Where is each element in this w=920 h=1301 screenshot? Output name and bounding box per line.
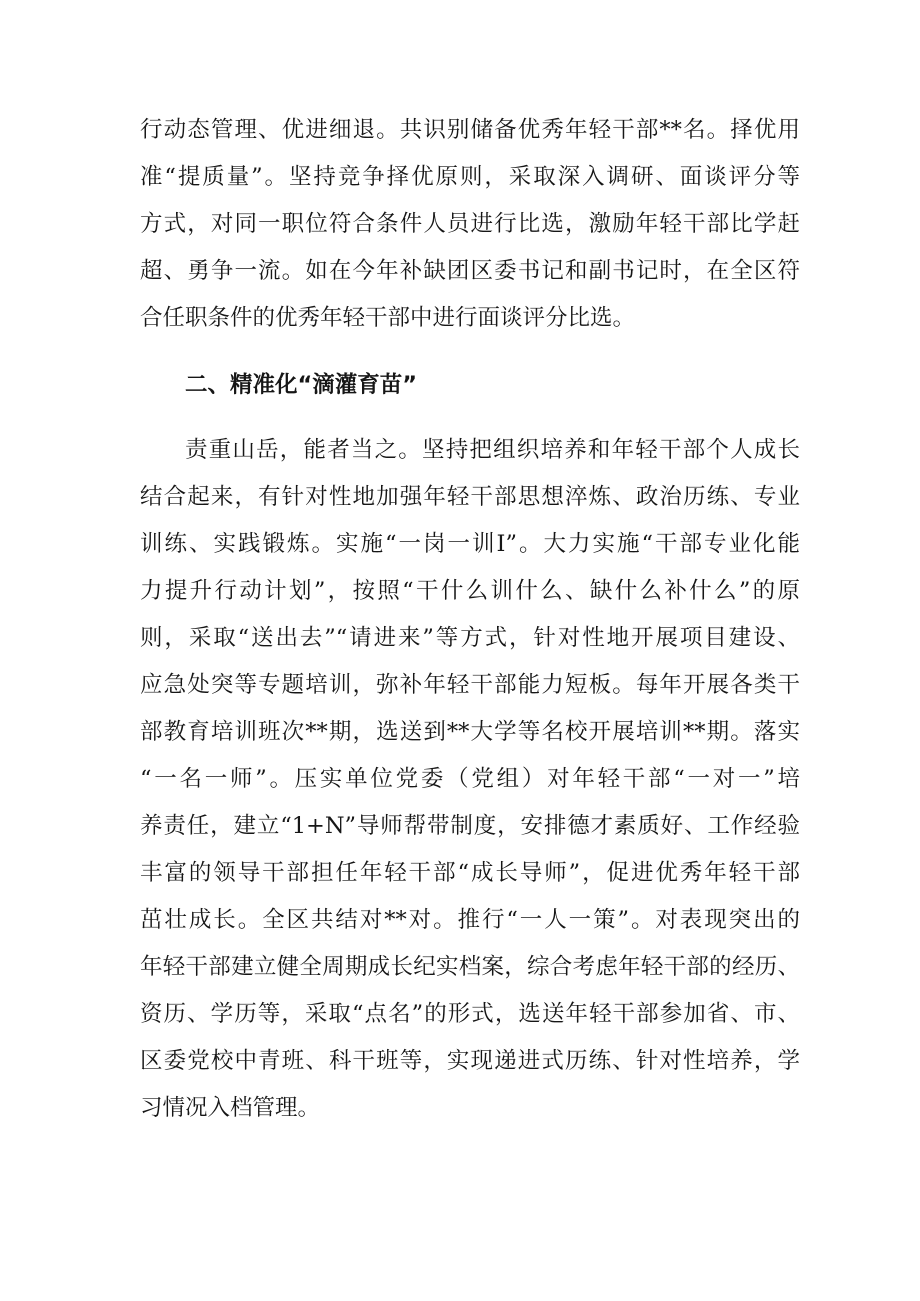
section-heading: 二、精准化“滴灌育苗”	[185, 372, 418, 398]
paragraph-1-line-5: 合任职条件的优秀年轻干部中进行面谈评分比选。	[140, 305, 636, 331]
section-2-line-15: 习情况入档管理。	[140, 1095, 321, 1121]
section-2-line-4: 力提升行动计划”，按照“干什么训什么、缺什么补什么”的原	[140, 578, 800, 604]
section-2-line-14: 区委党校中青班、科干班等，实现递进式历练、针对性培养，学	[140, 1048, 800, 1074]
section-2-line-13: 资历、学历等，采取“点名”的形式，选送年轻干部参加省、市、	[140, 1001, 800, 1027]
paragraph-1-line-2: 准“提质量”。坚持竞争择优原则，采取深入调研、面谈评分等	[140, 164, 800, 190]
section-2-line-11: 茁壮成长。全区共结对**对。推行“一人一策”。对表现突出的	[140, 907, 800, 933]
section-2-line-9: 养责任，建立“1+N”导师帮带制度，安排德才素质好、工作经验	[140, 813, 800, 839]
section-2-line-2: 结合起来，有针对性地加强年轻干部思想淬炼、政治历练、专业	[140, 484, 800, 510]
section-2-line-10: 丰富的领导干部担任年轻干部“成长导师”，促进优秀年轻干部	[140, 860, 800, 886]
paragraph-1-line-4: 超、勇争一流。如在今年补缺团区委书记和副书记时，在全区符	[140, 258, 800, 284]
section-2-line-7: 部教育培训班次**期，选送到**大学等名校开展培训**期。落实	[140, 719, 800, 745]
section-2-line-1: 责重山岳，能者当之。坚持把组织培养和年轻干部个人成长	[185, 437, 800, 463]
section-2-line-6: 应急处突等专题培训，弥补年轻干部能力短板。每年开展各类干	[140, 672, 800, 698]
section-2-line-12: 年轻干部建立健全周期成长纪实档案，综合考虑年轻干部的经历、	[140, 954, 800, 980]
paragraph-1-line-1: 行动态管理、优进细退。共识别储备优秀年轻干部**名。择优用	[140, 117, 800, 143]
section-2-line-5: 则，采取“送出去”“请进来”等方式，针对性地开展项目建设、	[140, 625, 800, 651]
section-2-line-8: “一名一师”。压实单位党委（党组）对年轻干部“一对一”培	[140, 766, 800, 792]
paragraph-1-line-3: 方式，对同一职位符合条件人员进行比选，激励年轻干部比学赶	[140, 211, 800, 237]
section-2-line-3: 训练、实践锻炼。实施“一岗一训I”。大力实施“干部专业化能	[140, 531, 800, 557]
